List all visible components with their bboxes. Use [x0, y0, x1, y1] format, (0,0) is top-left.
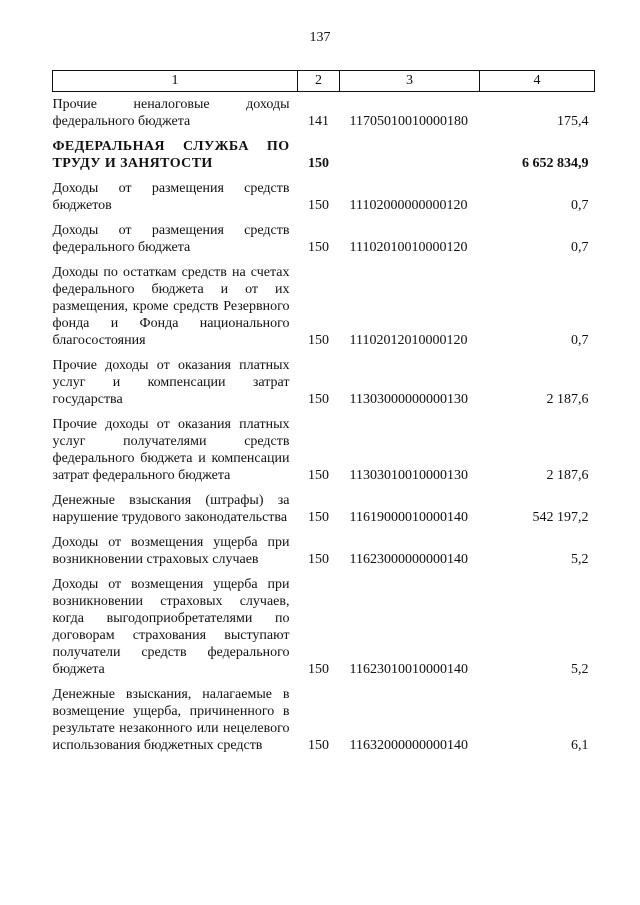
row-admin-code: 150: [308, 662, 329, 677]
header-col-2: 2: [298, 71, 340, 92]
row-name: Доходы от возмещения ущерба при возникновении страховых случаев: [52, 535, 290, 567]
table-header: [53, 71, 595, 92]
row-amount: 5,2: [571, 552, 589, 567]
row-admin-code: 150: [308, 240, 329, 255]
row-amount: 0,7: [571, 198, 589, 213]
row-amount: 6 652 834,9: [522, 156, 589, 171]
table-row: [53, 488, 595, 530]
table-row: [53, 353, 595, 412]
row-admin-code: 150: [308, 738, 329, 753]
row-budget-code: 11102012010000120: [349, 333, 468, 348]
table-row: [53, 530, 595, 572]
page-number: 137: [309, 30, 331, 45]
row-amount: 175,4: [557, 114, 589, 129]
row-admin-code: 150: [308, 198, 329, 213]
row-budget-code: [340, 134, 480, 176]
row-name: Доходы от размещения средств бюджетов: [52, 181, 290, 213]
row-budget-code: 11303000000000130: [349, 392, 468, 407]
row-amount: 6,1: [571, 738, 589, 753]
row-name: Доходы от размещения средств федерального бюджета: [52, 223, 290, 255]
table-row: [53, 572, 595, 682]
row-budget-code: 11102000000000120: [349, 198, 468, 213]
table-body: [53, 92, 595, 759]
header-col-4: 4: [480, 71, 595, 92]
row-budget-code: 11623010010000140: [349, 662, 468, 677]
row-budget-code: 11303010010000130: [349, 468, 468, 483]
header-row: [53, 71, 595, 92]
row-budget-code: 11623000000000140: [349, 552, 468, 567]
table-row: [53, 218, 595, 260]
table-row: [53, 412, 595, 488]
row-amount: 5,2: [571, 662, 589, 677]
row-admin-code: 150: [308, 510, 329, 525]
row-name: Доходы по остаткам средств на счетах федерального бюджета и от их размещения, кроме средств Резервного фонда и Фонда национального благосостояния: [52, 265, 290, 348]
header-col-1: 1: [53, 71, 298, 92]
row-amount: 0,7: [571, 333, 589, 348]
row-admin-code: 150: [308, 156, 329, 171]
row-admin-code: 150: [308, 552, 329, 567]
row-admin-code: 150: [308, 333, 329, 348]
row-admin-code: 141: [308, 114, 329, 129]
row-name: Прочие доходы от оказания платных услуг и компенсации затрат государства: [52, 358, 290, 407]
table-row: [53, 260, 595, 353]
header-col-3: 3: [340, 71, 480, 92]
row-amount: 0,7: [571, 240, 589, 255]
row-budget-code: 11632000000000140: [349, 738, 468, 753]
table-row: [53, 176, 595, 218]
row-amount: 542 197,2: [532, 510, 589, 525]
row-amount: 2 187,6: [546, 392, 589, 407]
revenue-table: [52, 70, 595, 758]
row-name: Прочие доходы от оказания платных услуг получателями средств федерального бюджета и компенсации затрат федерального бюджета: [52, 417, 290, 483]
row-name: Доходы от возмещения ущерба при возникновении страховых случаев, когда выгодоприобретателями по договорам страхования выступают получатели средств федерального бюджета: [52, 577, 290, 677]
row-name: ФЕДЕРАЛЬНАЯ СЛУЖБА ПО ТРУДУ И ЗАНЯТОСТИ: [52, 139, 290, 171]
row-budget-code: 11102010010000120: [349, 240, 468, 255]
row-name: Денежные взыскания (штрафы) за нарушение трудового законодательства: [52, 493, 290, 525]
table-row: [53, 134, 595, 176]
row-name: Денежные взыскания, налагаемые в возмещение ущерба, причиненного в результате незаконного или нецелевого использования бюджетных средств: [52, 687, 290, 753]
row-budget-code: 11705010010000180: [349, 114, 468, 129]
row-budget-code: 11619000010000140: [349, 510, 468, 525]
row-name: Прочие неналоговые доходы федерального бюджета: [52, 97, 290, 129]
row-amount: 2 187,6: [546, 468, 589, 483]
table-row: [53, 682, 595, 758]
table-row: [53, 92, 595, 135]
row-admin-code: 150: [308, 392, 329, 407]
row-admin-code: 150: [308, 468, 329, 483]
